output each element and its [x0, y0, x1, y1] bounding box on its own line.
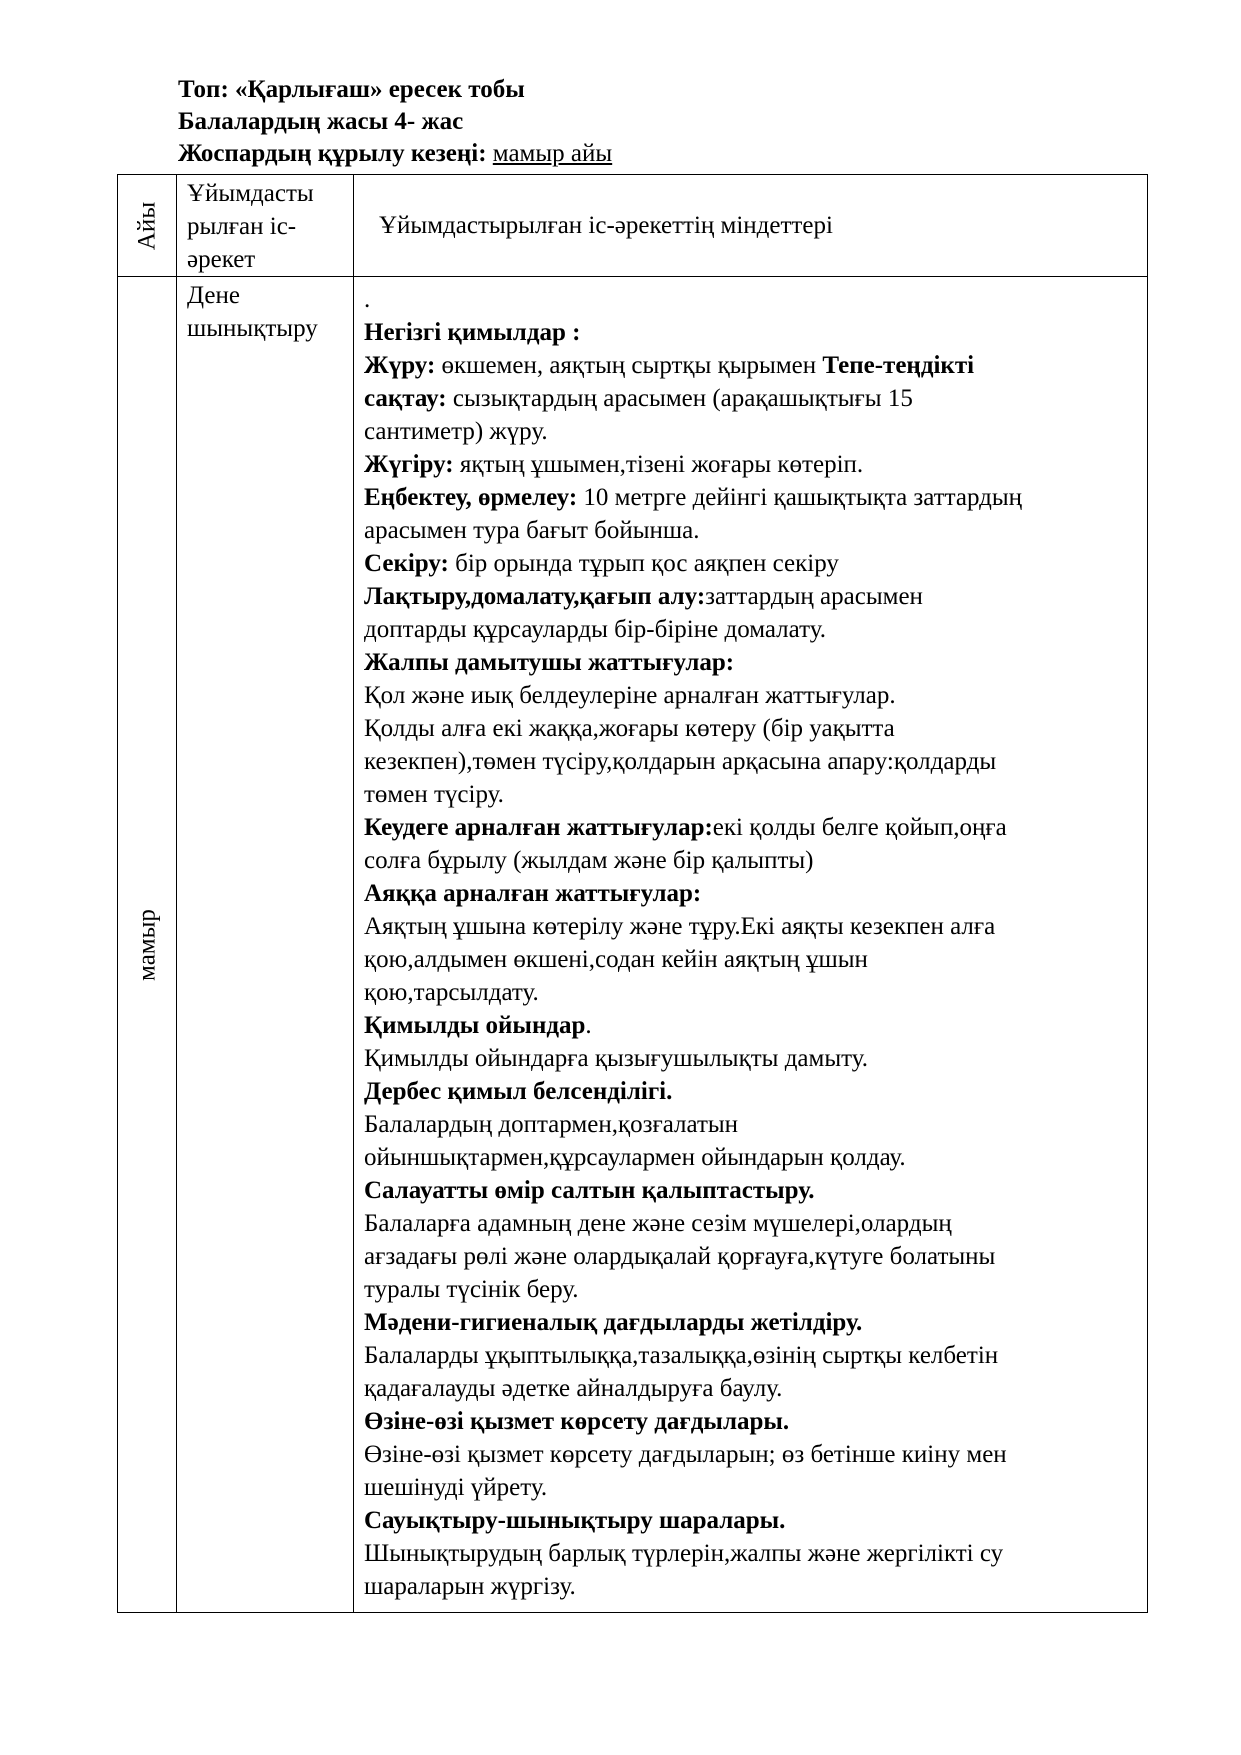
group-line	[178, 74, 612, 106]
balance-label-2: сақтау:	[364, 385, 447, 412]
chest-text: екі қолды белге қойып,оңға	[712, 814, 1007, 841]
independent-text-1: Балалардың доптармен,қозғалатын	[364, 1111, 739, 1138]
throw-label: Лақтыру,домалату,қағып алу:	[364, 583, 706, 610]
throw-text-2: доптарды құрсауларды бір-біріне домалату.	[364, 616, 826, 643]
general-text-2: Қолды алға екі жаққа,жоғары көтеру (бір уақытта	[364, 715, 895, 742]
healthy-text-1: Балаларға адамның дене және сезім мүшелері,олардың	[364, 1210, 952, 1237]
healthy-text-2: ағзадағы рөлі және олардықалай қорғауға,күтуге болатыны	[364, 1243, 996, 1270]
general-heading: Жалпы дамытушы жаттығулар:	[364, 649, 735, 676]
self-service-text-1: Өзіне-өзі қызмет көрсету дағдыларын; өз бетінше киіну мен	[364, 1441, 1007, 1468]
throw-line	[364, 580, 1137, 613]
run-line	[364, 448, 1137, 481]
activity-line-2: шынықтыру	[187, 315, 318, 342]
self-service-text-2: шешінуді үйрету.	[364, 1474, 548, 1501]
period-label: Жоспардың құрылу кезеңі:	[178, 140, 487, 167]
balance-line	[364, 382, 1137, 415]
games-line	[364, 1009, 1137, 1042]
legs-text-2: қою,алдымен өкшені,содан кейін аяқтың ұшын	[364, 946, 868, 973]
jump-label: Секіру:	[364, 550, 449, 577]
crawl-text: 10 метрге дейінгі қашықтықта заттардың	[577, 484, 1023, 511]
header-activity-line-2: рылған іс-	[187, 213, 297, 240]
header-cell-month	[118, 175, 177, 277]
hardening-heading: Сауықтыру-шынықтыру шаралары.	[364, 1507, 786, 1534]
independent-text-2: ойыншықтармен,құрсаулармен ойындарын қолдау.	[364, 1144, 906, 1171]
header-tasks-label: Ұйымдастырылған іс-әрекеттің міндеттері	[379, 212, 833, 239]
hardening-text-2: шараларын жүргізу.	[364, 1573, 576, 1600]
legs-text-3: қою,тарсылдату.	[364, 979, 539, 1006]
hygiene-text-2: қадағалауды әдетке айналдыруға баулу.	[364, 1375, 783, 1402]
run-text: яқтың ұшымен,тізені жоғары көтеріп.	[453, 451, 864, 478]
header-activity-line-3: әрекет	[187, 246, 256, 273]
hardening-text-1: Шынықтырудың барлық түрлерін,жалпы және жергілікті су	[364, 1540, 1004, 1567]
table-row	[118, 277, 1148, 1613]
header-cell-tasks	[354, 175, 1148, 277]
throw-text: заттардың арасымен	[705, 583, 923, 610]
balance-label: Тепе-теңдікті	[822, 352, 975, 379]
self-service-heading: Өзіне-өзі қызмет көрсету дағдылары.	[364, 1408, 790, 1435]
activity-line-1: Дене	[187, 282, 240, 309]
chest-line	[364, 811, 1137, 844]
cell-tasks	[354, 277, 1148, 1613]
header-cell-activity	[177, 175, 354, 277]
balance-text-2: сантиметр) жүру.	[364, 418, 548, 445]
period-value: мамыр айы	[492, 140, 613, 167]
general-text-3: кезекпен),төмен түсіру,қолдарын арқасына апару:қолдарды	[364, 748, 997, 775]
healthy-heading: Салауатты өмір салтын қалыптастыру.	[364, 1177, 815, 1204]
period-line	[178, 138, 612, 170]
chest-label: Кеудеге арналған жаттығулар:	[364, 814, 713, 841]
balance-text: сызықтардың арасымен (арақашықтығы 15	[446, 385, 913, 412]
games-dot: .	[585, 1012, 592, 1039]
chest-text-2: солға бұрылу (жылдам және бір қалыпты)	[364, 847, 814, 874]
general-text-1: Қол және иық белдеулеріне арналған жаттығулар.	[364, 682, 896, 709]
month-label: мамыр	[133, 908, 161, 981]
games-text: Қимылды ойындарға қызығушылықты дамыту.	[364, 1045, 868, 1072]
general-text-4: төмен түсіру.	[364, 781, 504, 808]
crawl-line	[364, 481, 1137, 514]
basic-movements-heading: Негізгі қимылдар :	[364, 319, 581, 346]
cell-month	[118, 277, 177, 1613]
run-label: Жүгіру:	[364, 451, 454, 478]
table-header-row	[118, 175, 1148, 277]
walk-line	[364, 349, 1137, 382]
healthy-text-3: туралы түсінік беру.	[364, 1276, 579, 1303]
walk-label: Жүру:	[364, 352, 436, 379]
crawl-text-2: арасымен тура бағыт бойынша.	[364, 517, 700, 544]
games-label: Қимылды ойындар	[364, 1012, 586, 1039]
document-header	[178, 74, 612, 170]
crawl-label: Еңбектеу, өрмелеу:	[364, 484, 578, 511]
hygiene-text-1: Балаларды ұқыптылыққа,тазалыққа,өзінің сыртқы келбетін	[364, 1342, 999, 1369]
independent-heading: Дербес қимыл белсенділігі.	[364, 1078, 673, 1105]
walk-text: өкшемен, аяқтың сыртқы қырымен	[435, 352, 823, 379]
legs-text-1: Аяқтың ұшына көтерілу және тұру.Екі аяқты кезекпен алға	[364, 913, 996, 940]
plan-table	[117, 174, 1148, 1613]
cell-activity	[177, 277, 354, 1613]
header-activity-line-1: Ұйымдасты	[187, 180, 314, 207]
legs-heading: Аяққа арналған жаттығулар:	[364, 880, 702, 907]
age-line: Балалардың жасы 4- жас	[178, 108, 464, 135]
jump-text: бір орында тұрып қос аяқпен секіру	[448, 550, 839, 577]
hygiene-heading: Мәдени-гигиеналық дағдыларды жетілдіру.	[364, 1309, 863, 1336]
leading-dot: .	[364, 286, 371, 313]
group-label: Топ:	[178, 76, 229, 103]
header-month-label: Айы	[133, 201, 161, 250]
group-value: «Қарлығаш» ересек тобы	[235, 76, 525, 103]
jump-line	[364, 547, 1137, 580]
